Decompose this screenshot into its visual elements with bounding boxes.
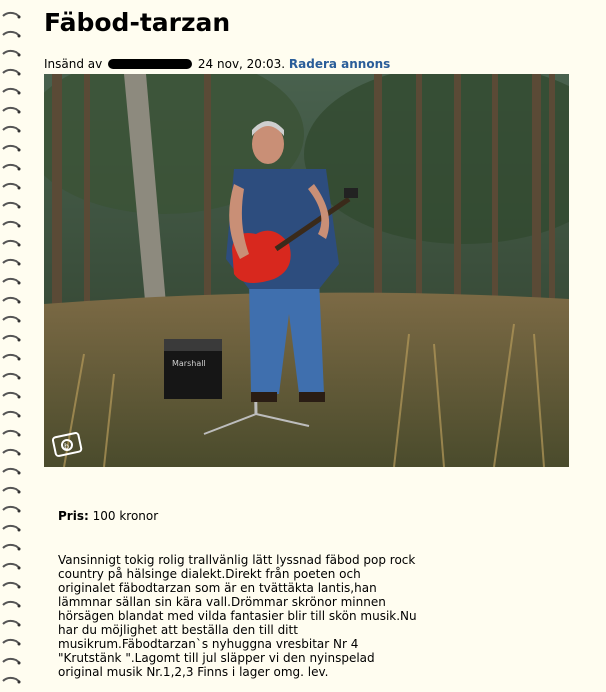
spiral-ring — [2, 576, 22, 586]
ad-photo-image — [44, 74, 569, 467]
spiral-ring — [2, 120, 22, 130]
spiral-ring — [2, 272, 22, 282]
byline-date: 24 nov, 20:03. — [197, 57, 286, 71]
svg-text:b: b — [64, 442, 70, 451]
spiral-ring — [2, 82, 22, 92]
spiral-ring — [2, 481, 22, 491]
spiral-ring — [2, 595, 22, 605]
spiral-ring — [2, 386, 22, 396]
spiral-ring — [2, 519, 22, 529]
spiral-ring — [2, 329, 22, 339]
spiral-ring — [2, 348, 22, 358]
spiral-ring — [2, 443, 22, 453]
delete-ad-link[interactable]: Radera annons — [288, 57, 391, 71]
spiral-ring — [2, 101, 22, 111]
page-title: Fäbod-tarzan — [44, 8, 231, 37]
spiral-ring — [2, 158, 22, 168]
spiral-ring — [2, 253, 22, 263]
price — [58, 509, 158, 523]
redacted-author — [108, 59, 192, 69]
svg-text:Marshall: Marshall — [172, 359, 206, 368]
price-value: 100 kronor — [92, 509, 159, 523]
ad-description: Vansinnigt tokig rolig trallvänlig lätt lyssnad fäbod pop rock country på hälsinge dialekt.Direkt från poeten och originalet fäbodtarzan som är en tvättäkta lantis,han lämmnar sällan sin kära vall.Drömmar skrönor minnen hörsägen blandat med vilda fantasier blir till skön musik.Nu har du möjlighet att beställa den till ditt musikrum.Fäbodtarzan`s nyhuggna vresbitar Nr 4 "Krutstänk ".Lagomt till jul släpper vi den nyinspelad original musik Nr.1,2,3 Finns i lager omg. lev. — [58, 553, 417, 679]
spiral-ring — [2, 405, 22, 415]
spiral-ring — [2, 424, 22, 434]
spiral-ring — [2, 234, 22, 244]
spiral-ring — [2, 500, 22, 510]
byline-prefix: Insänd av — [44, 57, 103, 71]
spiral-ring — [2, 557, 22, 567]
spiral-ring — [2, 462, 22, 472]
spiral-ring — [2, 291, 22, 301]
spiral-ring — [2, 44, 22, 54]
spiral-ring — [2, 367, 22, 377]
spiral-ring — [2, 63, 22, 73]
camera-icon[interactable] — [52, 430, 84, 458]
spiral-ring — [2, 538, 22, 548]
byline — [44, 57, 390, 71]
spiral-ring — [2, 215, 22, 225]
notebook-spiral-binding — [0, 0, 22, 692]
spiral-ring — [2, 652, 22, 662]
ad-photo[interactable] — [44, 74, 569, 467]
spiral-ring — [2, 25, 22, 35]
price-label: Pris: — [58, 509, 89, 523]
spiral-ring — [2, 196, 22, 206]
spiral-ring — [2, 6, 22, 16]
spiral-ring — [2, 177, 22, 187]
spiral-ring — [2, 671, 22, 681]
spiral-ring — [2, 139, 22, 149]
spiral-ring — [2, 310, 22, 320]
spiral-ring — [2, 614, 22, 624]
spiral-ring — [2, 633, 22, 643]
